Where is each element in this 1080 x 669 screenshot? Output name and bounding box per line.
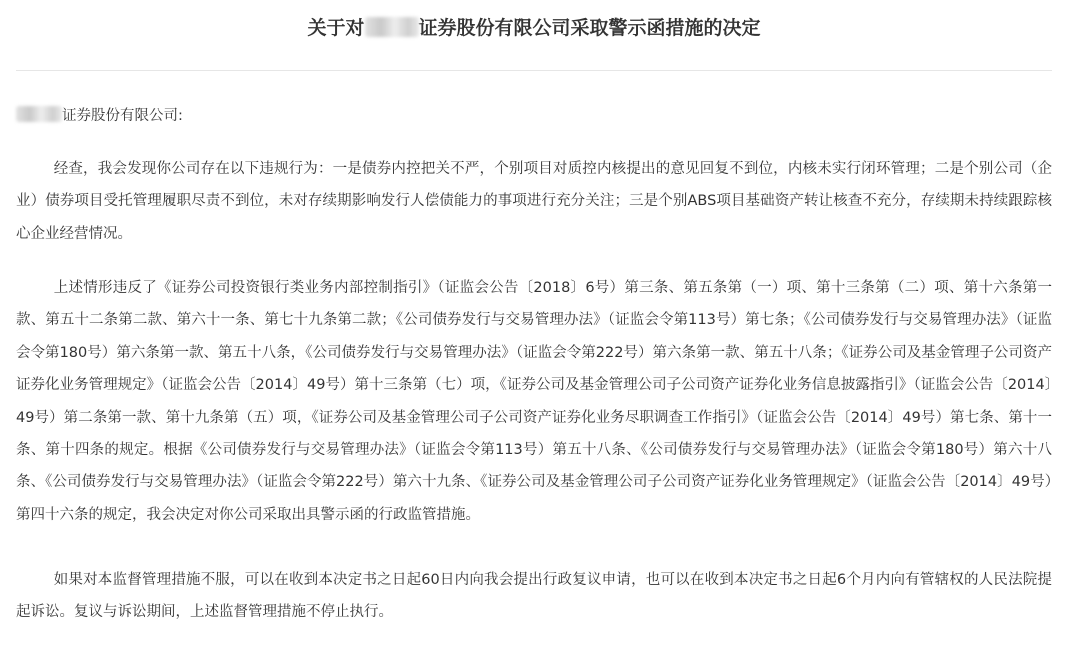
paragraph-violations: 经查，我会发现你公司存在以下违规行为：一是债券内控把关不严，个别项目对质控内核提出的意见回复不到位，内核未实行闭环管理；二是个别公司（企业）债券项目受托管理履职尽责不到位，未对存续期影响发行人偿债能力的事项进行充分关注；三是个别ABS项目基础资产转让核查不充分，存续期未持续跟踪核心企业经营情况。	[16, 161, 1052, 242]
salutation	[16, 104, 183, 128]
title-suffix: 证券股份有限公司采取警示函措施的决定	[418, 17, 761, 39]
redacted-company-name	[365, 17, 419, 37]
title-prefix: 关于对	[307, 17, 365, 39]
paragraph-legal-basis: 上述情形违反了《证券公司投资银行类业务内部控制指引》（证监会公告〔2018〕6号）第三条、第五条第（一）项、第十三条第（二）项、第十六条第一款、第五十二条第二款、第六十一条、第七十九条第二款；《公司债券发行与交易管理办法》（证监会令第113号）第七条；《公司债券发行与交易管理办法》（证监会令第180号）第六条第一款、第五十八条，《公司债券发行与交易管理办法》（证监会令第222号）第六条第一款、第五十八条；《证券公司及基金管理子公司资产证券化业务管理规定》（证监会公告〔2014〕49号）第十三条第（七）项，《证券公司及基金管理公司子公司资产证券化业务信息披露指引》（证监会公告〔2014〕49号）第二条第一款、第十九条第（五）项，《证券公司及基金管理公司子公司资产证券化业务尽职调查工作指引》（证监会公告〔2014〕49号）第七条、第十一条、第十四条的规定。根据《公司债券发行与交易管理办法》（证监会令第113号）第五十八条、《公司债券发行与交易管理办法》（证监会令第180号）第六十八条、《公司债券发行与交易管理办法》（证监会令第222号）第六十九条、《证券公司及基金管理公司子公司资产证券化业务管理规定》（证监会公告〔2014〕49号）第四十六条的规定，我会决定对你公司采取出具警示函的行政监管措施。	[16, 280, 1052, 523]
page-title	[0, 14, 1068, 42]
salutation-text: 证券股份有限公司:	[62, 108, 183, 124]
title-divider	[16, 70, 1052, 71]
paragraph-appeal-rights: 如果对本监督管理措施不服，可以在收到本决定书之日起60日内向我会提出行政复议申请，也可以在收到本决定书之日起6个月内向有管辖权的人民法院提起诉讼。复议与诉讼期间，上述监督管理措施不停止执行。	[16, 572, 1052, 621]
redacted-addressee	[16, 106, 62, 122]
